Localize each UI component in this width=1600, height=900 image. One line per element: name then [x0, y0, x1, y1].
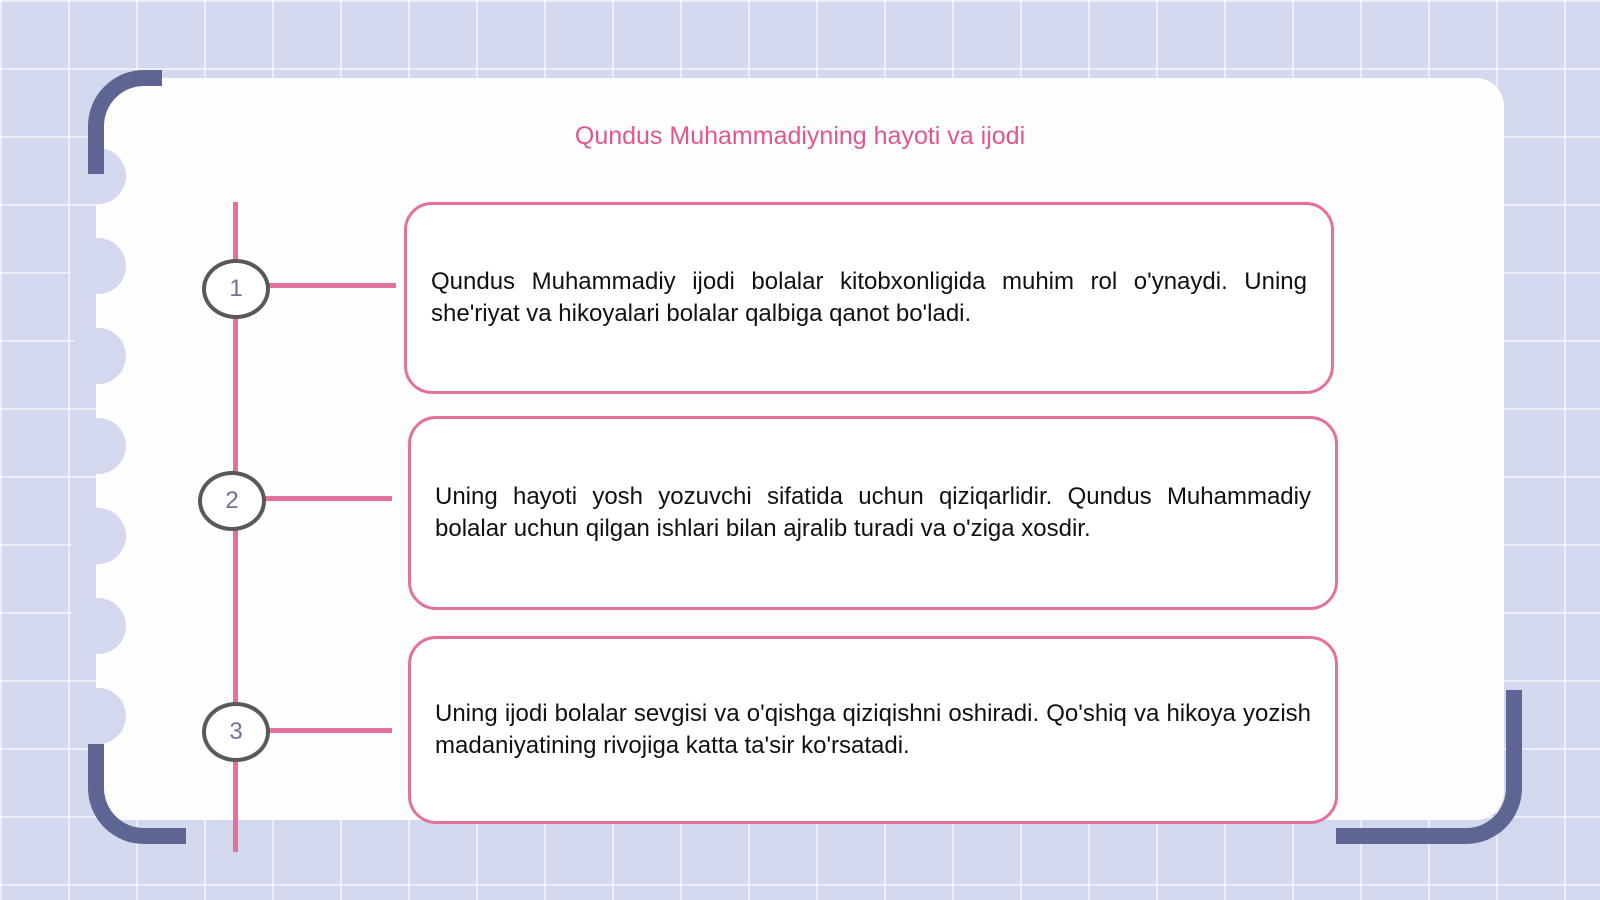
timeline-card-1 [404, 202, 1334, 394]
binder-hole [70, 688, 126, 744]
timeline-number-3: 3 [202, 702, 270, 762]
timeline-card-text: Uning ijodi bolalar sevgisi va o'qishga qiziqishni oshiradi. Qo'shiq va hikoya yozish madaniyatining rivojiga katta ta'sir ko'rsatadi. [435, 700, 1311, 759]
binder-hole [70, 238, 126, 294]
timeline-number-1: 1 [202, 259, 270, 319]
slide-title: Qundus Muhammadiyning hayoti va ijodi [574, 122, 1026, 150]
timeline-connector-3 [266, 728, 392, 733]
timeline-card-text: Qundus Muhammadiy ijodi bolalar kitobxonligida muhim rol o'ynaydi. Uning she'riyat va hikoyalari bolalar qalbiga qanot bo'ladi. [431, 268, 1307, 327]
binder-hole [70, 508, 126, 564]
timeline-connector-1 [266, 283, 396, 288]
corner-bracket-top-left [88, 70, 162, 174]
corner-bracket-bottom-left [88, 744, 186, 844]
binder-hole [70, 418, 126, 474]
binder-hole [70, 328, 126, 384]
corner-bracket-bottom-right [1336, 690, 1522, 844]
timeline-connector-2 [262, 496, 392, 501]
binder-hole [70, 598, 126, 654]
timeline-number-2: 2 [198, 471, 266, 531]
timeline-card-text: Uning hayoti yosh yozuvchi sifatida uchun qiziqarlidir. Qundus Muhammadiy bolalar uchun qilgan ishlari bilan ajralib turadi va o'ziga xosdir. [435, 483, 1311, 542]
timeline-card-2 [408, 416, 1338, 610]
timeline-card-3 [408, 636, 1338, 824]
